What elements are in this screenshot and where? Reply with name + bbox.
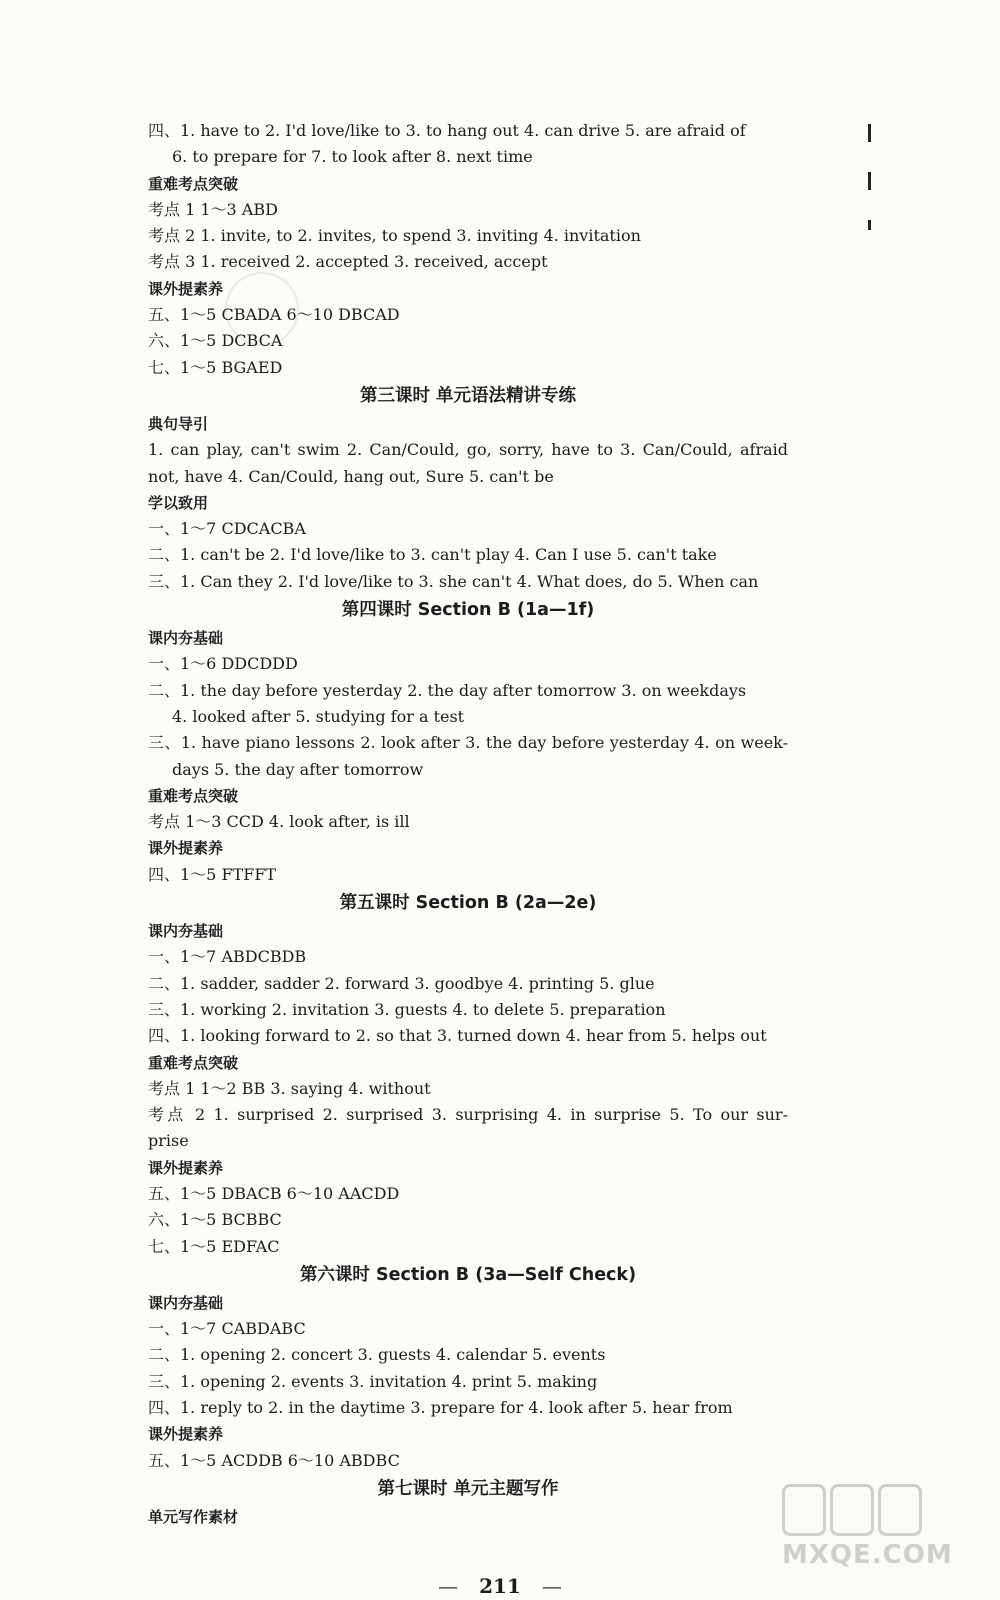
answer-line: 三、1. have piano lessons 2. look after 3. the day before yesterday 4. on week-	[148, 733, 788, 753]
section-heading: 学以致用	[148, 493, 209, 512]
answer-line: 七、1～5 EDFAC	[148, 1236, 280, 1256]
answer-line: 三、1. Can they 2. I'd love/like to 3. she can't 4. What does, do 5. When can	[148, 571, 759, 591]
answer-line: 考点 3 1. received 2. accepted 3. received, accept	[148, 252, 548, 272]
section-heading: 课内夯基础	[148, 922, 224, 941]
section-heading: 课内夯基础	[148, 1293, 224, 1312]
answer-line: 1. can play, can't swim 2. Can/Could, go, sorry, have to 3. Can/Could, afraid	[148, 440, 788, 460]
answer-line: 五、1～5 ACDDB 6～10 ABDBC	[148, 1450, 400, 1470]
section-heading: 重难考点突破	[148, 174, 239, 193]
section-heading: 重难考点突破	[148, 786, 239, 805]
lesson-title: 第三课时 单元语法精讲专练	[359, 385, 577, 406]
answer-line: 二、1. sadder, sadder 2. forward 3. goodbye 4. printing 5. glue	[148, 973, 655, 993]
answer-line: 六、1～5 BCBBC	[148, 1210, 282, 1230]
answer-line: prise	[148, 1131, 189, 1151]
answer-line: not, have 4. Can/Could, hang out, Sure 5. can't be	[148, 466, 554, 486]
answer-line: 五、1～5 DBACB 6～10 AACDD	[148, 1183, 400, 1203]
answer-line: 七、1～5 BGAED	[148, 357, 283, 377]
answer-line: days 5. the day after tomorrow	[172, 759, 424, 779]
answer-line: 四、1. have to 2. I'd love/like to 3. to hang out 4. can drive 5. are afraid of	[148, 121, 746, 140]
section-heading: 重难考点突破	[148, 1053, 239, 1072]
lesson-title: 第六课时 Section B (3a—Self Check)	[299, 1264, 637, 1285]
section-heading: 课外提素养	[148, 1158, 224, 1177]
answer-line: 二、1. can't be 2. I'd love/like to 3. can't play 4. Can I use 5. can't take	[148, 545, 717, 565]
answer-line: 四、1～5 FTFFT	[148, 864, 277, 884]
answer-line: 考点 2 1. invite, to 2. invites, to spend 3. inviting 4. invitation	[148, 226, 641, 246]
watermark-glyph-icon	[878, 1484, 922, 1536]
answer-line: 一、1～7 CDCACBA	[148, 519, 306, 539]
section-heading: 课外提素养	[148, 839, 224, 858]
section-heading: 单元写作素材	[148, 1507, 239, 1526]
section-heading: 典句导引	[148, 414, 209, 433]
footer-dash-left: —	[438, 1574, 459, 1598]
answer-content	[148, 118, 788, 1530]
site-watermark	[782, 1484, 972, 1580]
binding-edge-marks	[868, 124, 874, 260]
answer-line: 6. to prepare for 7. to look after 8. next time	[172, 147, 533, 167]
answer-line: 六、1～5 DCBCA	[148, 331, 283, 351]
lesson-title: 第四课时 Section B (1a—1f)	[341, 600, 595, 621]
answer-line: 三、1. opening 2. events 3. invitation 4. print 5. making	[148, 1371, 598, 1391]
answer-line: 考点 1 1～2 BB 3. saying 4. without	[148, 1078, 431, 1098]
answer-line: 考点 1 1～3 ABD	[148, 199, 278, 219]
answer-line: 一、1～7 ABDCBDB	[148, 947, 307, 967]
footer-dash-right: —	[541, 1574, 562, 1598]
section-heading: 课外提素养	[148, 279, 224, 298]
lesson-title: 第五课时 Section B (2a—2e)	[339, 893, 597, 914]
answer-line: 考点 2 1. surprised 2. surprised 3. surprising 4. in surprise 5. To our sur-	[148, 1105, 788, 1125]
section-heading: 课外提素养	[148, 1425, 224, 1444]
watermark-glyph-icon	[830, 1484, 874, 1536]
answer-line: 四、1. reply to 2. in the daytime 3. prepare for 4. look after 5. hear from	[148, 1398, 733, 1418]
watermark-logo	[782, 1484, 972, 1536]
answer-line: 二、1. opening 2. concert 3. guests 4. calendar 5. events	[148, 1345, 606, 1365]
answer-line: 二、1. the day before yesterday 2. the day after tomorrow 3. on weekdays	[148, 680, 747, 700]
answer-line: 一、1～7 CABDABC	[148, 1319, 306, 1339]
watermark-text: MXQE.COM	[782, 1540, 953, 1570]
answer-line: 四、1. looking forward to 2. so that 3. turned down 4. hear from 5. helps out	[148, 1026, 767, 1046]
section-heading: 课内夯基础	[148, 629, 224, 648]
page-number: 211	[479, 1574, 521, 1598]
answer-line: 考点 1～3 CCD 4. look after, is ill	[148, 812, 410, 832]
lesson-title: 第七课时 单元主题写作	[377, 1478, 559, 1499]
answer-line: 4. looked after 5. studying for a test	[172, 706, 465, 726]
answer-line: 五、1～5 CBADA 6～10 DBCAD	[148, 305, 400, 325]
watermark-glyph-icon	[782, 1484, 826, 1536]
answer-line: 一、1～6 DDCDDD	[148, 654, 298, 674]
answer-line: 三、1. working 2. invitation 3. guests 4. to delete 5. preparation	[148, 999, 666, 1019]
